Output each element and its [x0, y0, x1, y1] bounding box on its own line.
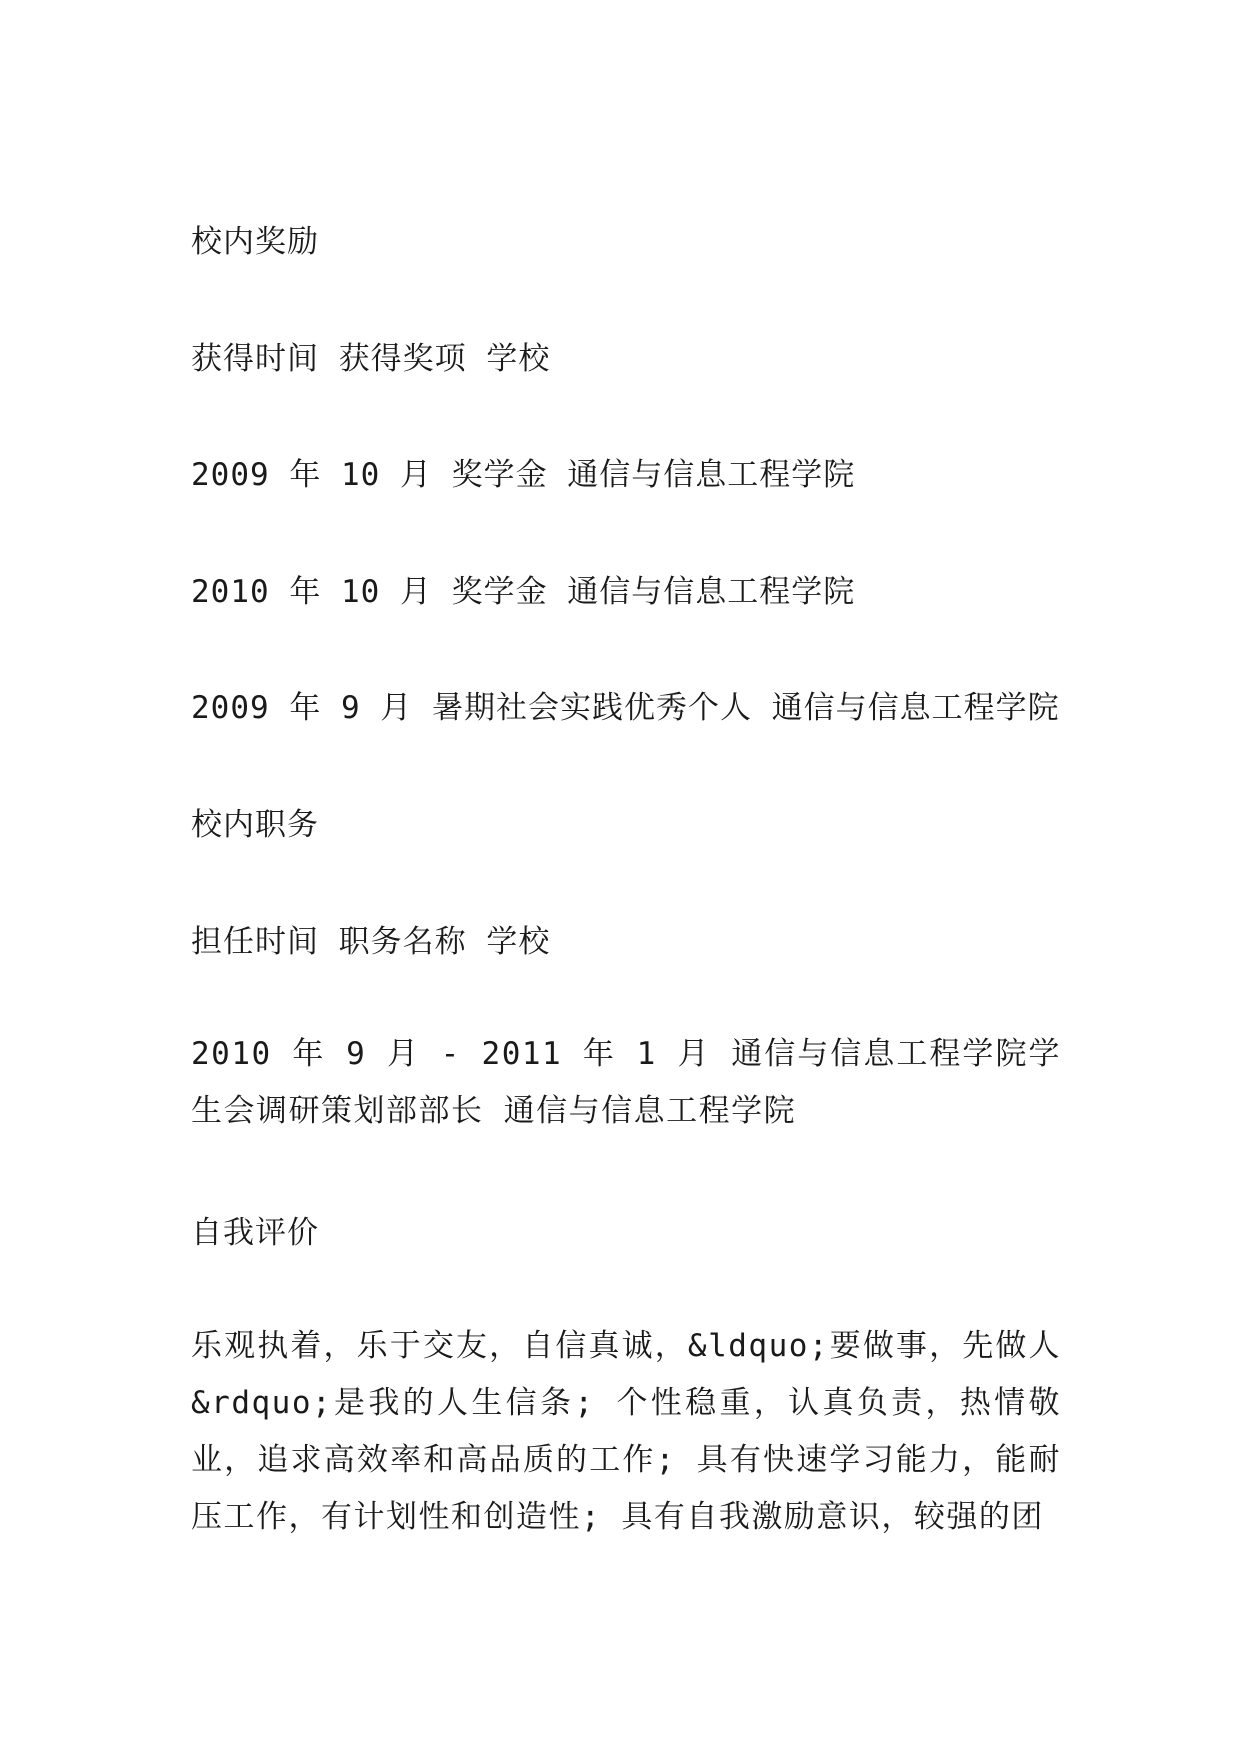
awards-header-row: 获得时间 获得奖项 学校 [191, 341, 551, 377]
positions-header-row: 担任时间 职务名称 学校 [191, 924, 551, 960]
awards-heading: 校内奖励 [191, 224, 319, 260]
self-eval-heading: 自我评价 [191, 1215, 319, 1251]
award-row-2: 2010 年 10 月 奖学金 通信与信息工程学院 [191, 574, 856, 610]
positions-heading: 校内职务 [191, 807, 319, 843]
self-eval-body: 乐观执着，乐于交友，自信真诚，&ldquo;要做事，先做人&rdquo;是我的人生信条; 个性稳重，认真负责，热情敬业，追求高效率和高品质的工作; 具有快速学习能力，能耐压工作，有计划性和创造性; 具有自我激励意识，较强的团 [191, 1328, 1061, 1535]
award-row-1: 2009 年 10 月 奖学金 通信与信息工程学院 [191, 457, 856, 493]
position-row-1: 2010 年 9 月 - 2011 年 1 月 通信与信息工程学院学生会调研策划部部长 通信与信息工程学院 [191, 1036, 1061, 1129]
award-row-3: 2009 年 9 月 暑期社会实践优秀个人 通信与信息工程学院 [191, 690, 1060, 726]
